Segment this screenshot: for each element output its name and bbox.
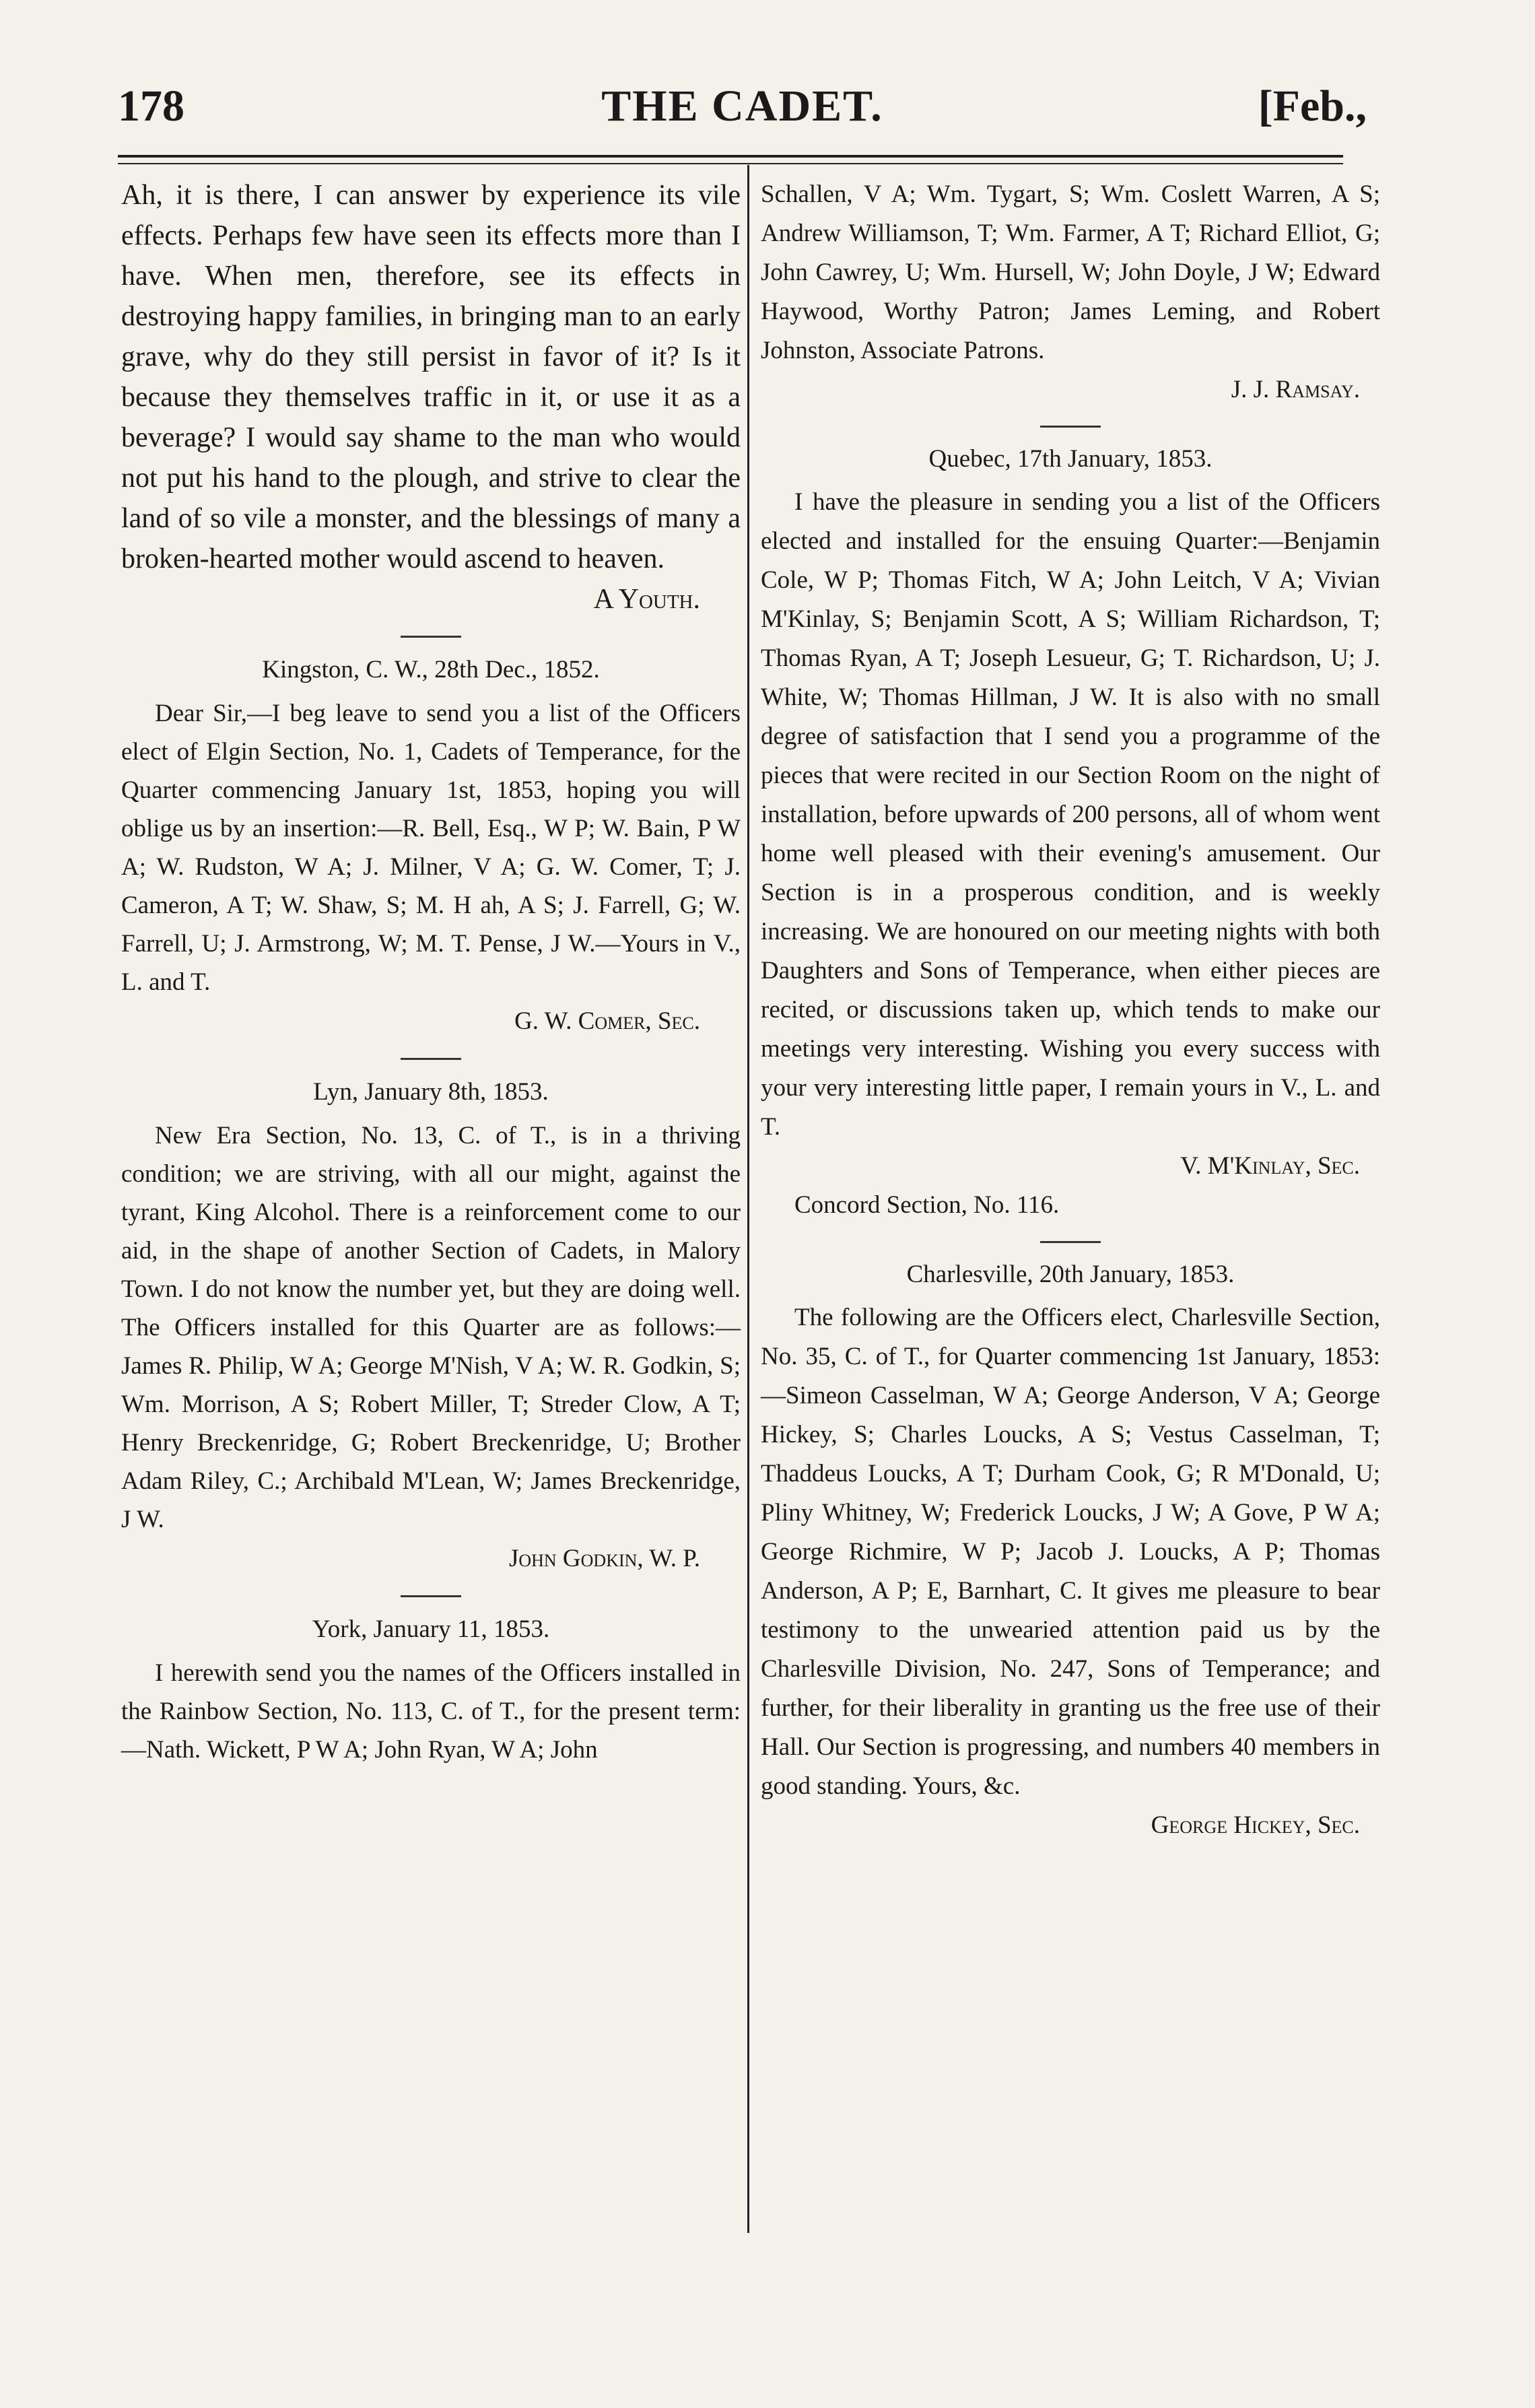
separator	[1040, 426, 1101, 428]
left-signature-3: John Godkin, W. P.	[508, 1545, 700, 1572]
right-signature-3: George Hickey, Sec.	[1151, 1811, 1360, 1839]
separator	[401, 636, 461, 638]
right-column	[761, 175, 1380, 2327]
right-section-line: Concord Section, No. 116.	[794, 1191, 1060, 1219]
right-paragraph-3: The following are the Officers elect, Charlesville Section, No. 35, C. of T., for Quarter commencing 1st January, 1853:—Simeon Casselman, W A; George Anderson, V A; George Hickey, S; Charles Loucks, A S; Vestus Casselman, T; Thaddeus Loucks, A T; Durham Cook, G; R M'Donald, U; Pliny Whitney, W; Frederick Loucks, J W; A Gove, P W A; George Richmire, W P; Jacob J. Loucks, A P; Thomas Anderson, A P; E, Barnhart, C. It gives me pleasure to bear testimony to the unwearied attention paid us by the Charlesville Division, No. 247, Sons of Temperance; and further, for their liberality in granting us the free use of their Hall. Our Section is progressing, and numbers 40 members in good standing. Yours, &c.	[761, 1304, 1380, 1800]
right-signature-1: J. J. Ramsay.	[1231, 376, 1360, 403]
page-number: 178	[118, 81, 184, 131]
column-divider	[747, 165, 749, 2233]
right-paragraph-1: Schallen, V A; Wm. Tygart, S; Wm. Coslett Warren, A S; Andrew Williamson, T; Wm. Farmer, A T; Richard Elliot, G; John Cawrey, U; Wm. Hursell, W; John Doyle, J W; Edward Haywood, Worthy Patron; James Leming, and Robert Johnston, Associate Patrons.	[761, 180, 1380, 364]
right-dateline-3: Charlesville, 20th January, 1853.	[906, 1261, 1235, 1288]
left-paragraph-4: I herewith send you the names of the Officers installed in the Rainbow Section, No. 113, C. of T., for the present term:—Nath. Wickett, P W A; John Ryan, W A; John	[121, 1659, 741, 1764]
left-dateline-2: Kingston, C. W., 28th Dec., 1852.	[262, 656, 600, 683]
right-signature-2: V. M'Kinlay, Sec.	[1180, 1152, 1360, 1180]
left-dateline-3: Lyn, January 8th, 1853.	[313, 1078, 549, 1106]
separator	[401, 1058, 461, 1060]
header-rule-thin	[118, 163, 1343, 164]
left-dateline-4: York, January 11, 1853.	[312, 1615, 550, 1643]
left-signature-2: G. W. Comer, Sec.	[514, 1007, 700, 1035]
page-month: [Feb.,	[1258, 81, 1367, 131]
right-paragraph-2: I have the pleasure in sending you a list of the Officers elected and installed for the ensuing Quarter:—Benjamin Cole, W P; Thomas Fitch, W A; John Leitch, V A; Vivian M'Kinlay, S; Benjamin Scott, A S; William Richardson, T; Thomas Ryan, A T; Joseph Lesueur, G; T. Richardson, U; J. White, W; Thomas Hillman, J W. It is also with no small degree of satisfaction that I send you a programme of the pieces that were recited in our Section Room on the night of installation, before upwards of 200 persons, all of whom went home well pleased with their evening's amusement. Our Section is in a prosperous condition, and is weekly increasing. We are honoured on our meeting nights with both Daughters and Sons of Temperance, when either pieces are recited, or discussions taken up, which tends to make our meetings very interesting. Wishing you every success with your very interesting little paper, I remain yours in V., L. and T.	[761, 488, 1380, 1141]
page-header	[118, 81, 1367, 148]
left-column	[121, 175, 741, 2327]
left-paragraph-2: Dear Sir,—I beg leave to send you a list of the Officers elect of Elgin Section, No. 1, Cadets of Temperance, for the Quarter commencing January 1st, 1853, hoping you will oblige us by an insertion:—R. Bell, Esq., W P; W. Bain, P W A; W. Rudston, W A; J. Milner, V A; G. W. Comer, T; J. Cameron, A T; W. Shaw, S; M. H ah, A S; J. Farrell, G; W. Farrell, U; J. Armstrong, W; M. T. Pense, J W.—Yours in V., L. and T.	[121, 700, 741, 996]
separator	[1040, 1241, 1101, 1243]
left-signature-1: A Youth.	[593, 584, 700, 615]
header-rule-thick	[118, 155, 1343, 158]
page-title: THE CADET.	[601, 81, 883, 131]
separator	[401, 1595, 461, 1597]
right-dateline-2: Quebec, 17th January, 1853.	[928, 445, 1213, 473]
left-paragraph-1: Ah, it is there, I can answer by experience its vile effects. Perhaps few have seen its effects more than I have. When men, therefore, see its effects in destroying happy families, in bringing man to an early grave, why do they still persist in favor of it? Is it because they themselves traffic in it, or use it as a beverage? I would say shame to the man who would not put his hand to the plough, and strive to clear the land of so vile a monster, and the blessings of many a broken-hearted mother would ascend to heaven.	[121, 180, 741, 574]
left-paragraph-3: New Era Section, No. 13, C. of T., is in a thriving condition; we are striving, with all our might, against the tyrant, King Alcohol. There is a reinforcement come to our aid, in the shape of another Section of Cadets, in Malory Town. I do not know the number yet, but they are doing well. The Officers installed for this Quarter are as follows:— James R. Philip, W A; George M'Nish, V A; W. R. Godkin, S; Wm. Morrison, A S; Robert Miller, T; Streder Clow, A T; Henry Breckenridge, G; Robert Breckenridge, U; Brother Adam Riley, C.; Archibald M'Lean, W; James Breckenridge, J W.	[121, 1122, 741, 1533]
